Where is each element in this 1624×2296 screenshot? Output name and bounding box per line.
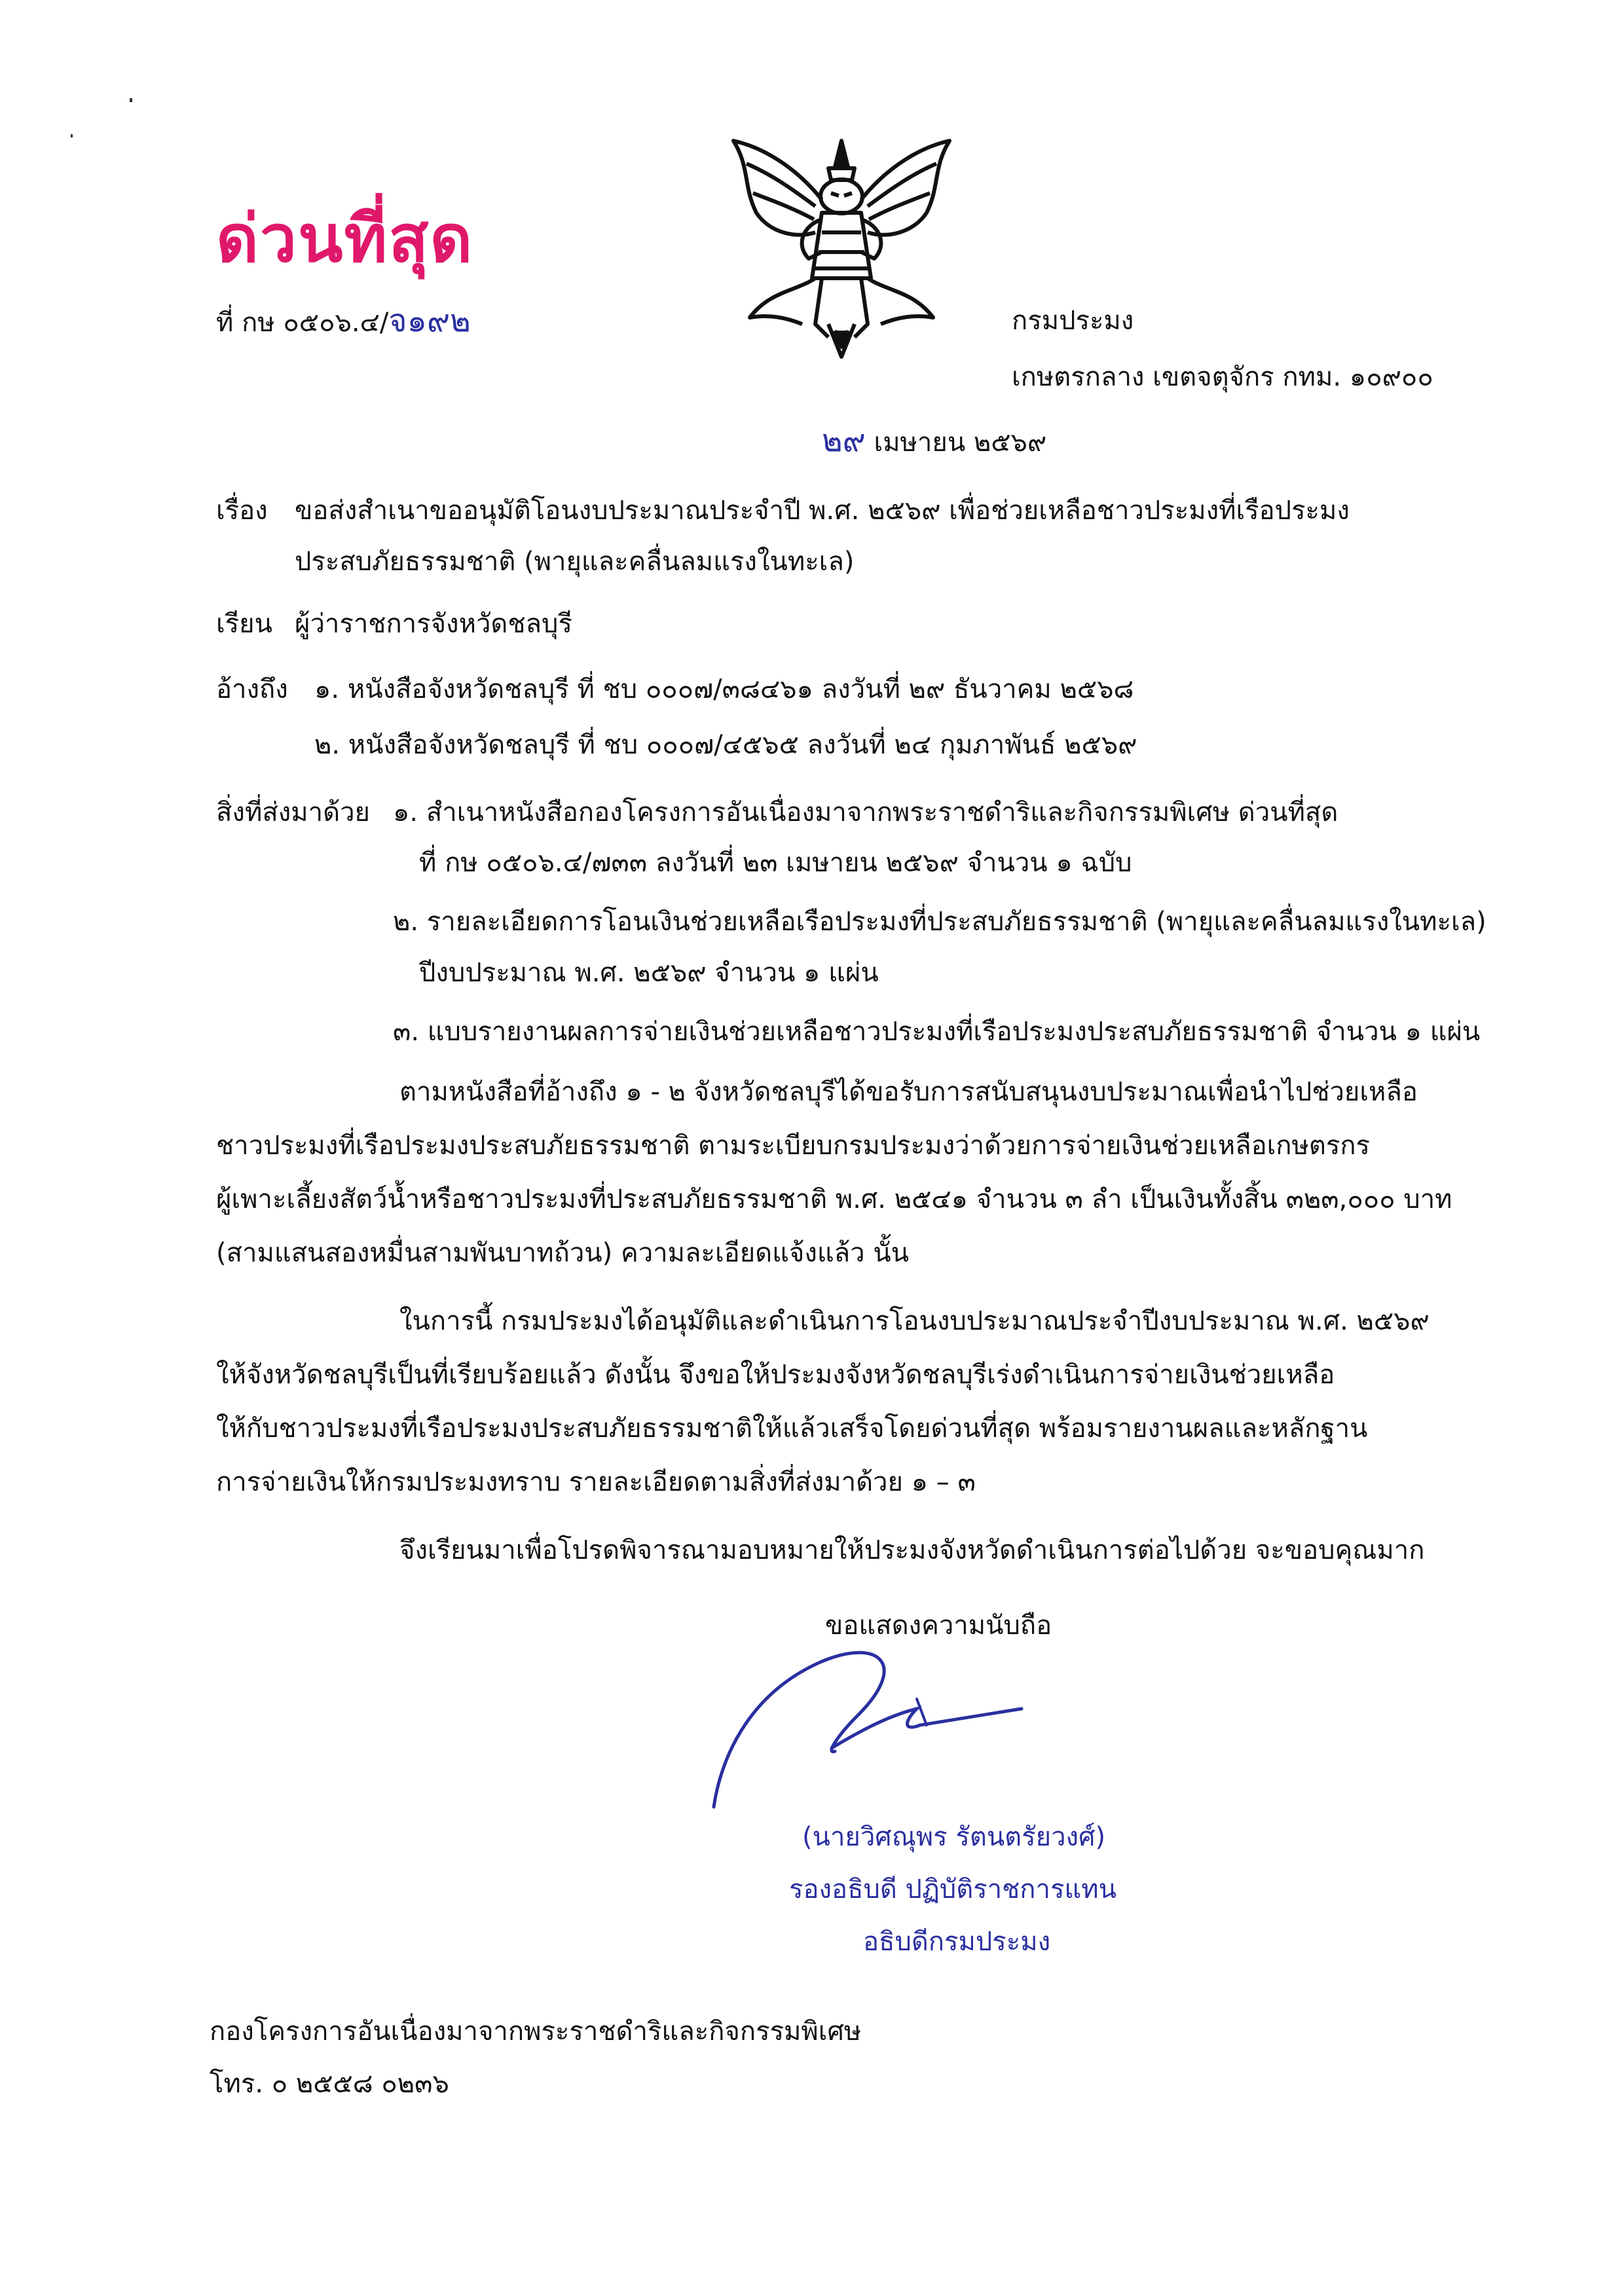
garuda-emblem-icon bbox=[724, 128, 959, 363]
date-day-handwritten: ๒๙ bbox=[822, 422, 866, 459]
body-para-2-line-2: ให้จังหวัดชลบุรีเป็นที่เรียบร้อยแล้ว ดังนั้น จึงขอให้ประมงจังหวัดชลบุรีเร่งดำเนินการจ่ายเงินช่วยเหลือ bbox=[216, 1360, 1335, 1390]
footer-phone: โทร. ๐ ๒๕๕๘ ๐๒๓๖ bbox=[210, 2069, 449, 2099]
signatory-name: (นายวิศณุพร รัตนตรัยวงศ์) bbox=[802, 1822, 1106, 1852]
reference-item-2: ๒. หนังสือจังหวัดชลบุรี ที่ ชบ ๐๐๐๗/๔๕๖๕ ลงวันที่ ๒๔ กุมภาพันธ์ ๒๕๖๙ bbox=[314, 730, 1137, 760]
reference-item-1: ๑. หนังสือจังหวัดชลบุรี ที่ ชบ ๐๐๐๗/๓๘๔๖๑ ลงวันที่ ๒๙ ธันวาคม ๒๕๖๘ bbox=[314, 674, 1134, 704]
handwritten-signature bbox=[694, 1617, 1061, 1813]
body-para-2-line-1: ในการนี้ กรมประมงได้อนุมัติและดำเนินการโอนงบประมาณประจำปีงบประมาณ พ.ศ. ๒๕๖๙ bbox=[399, 1306, 1430, 1336]
closing: ขอแสดงความนับถือ bbox=[825, 1611, 1052, 1641]
scan-speck bbox=[130, 98, 132, 102]
subject-label: เรื่อง bbox=[216, 496, 268, 526]
body-para-1-line-1: ตามหนังสือที่อ้างถึง ๑ - ๒ จังหวัดชลบุรีได้ขอรับการสนับสนุนงบประมาณเพื่อนำไปช่วยเหลือ bbox=[399, 1077, 1418, 1107]
scan-speck bbox=[71, 134, 73, 137]
urgency-stamp: ด่วนที่สุด bbox=[216, 200, 474, 277]
letter-date bbox=[822, 422, 1046, 461]
subject-line-2: ประสบภัยธรรมชาติ (พายุและคลื่นลมแรงในทะเล) bbox=[295, 547, 855, 577]
enclosure-item-2-line-2: ปีงบประมาณ พ.ศ. ๒๕๖๙ จำนวน ๑ แผ่น bbox=[419, 958, 879, 988]
enclosures-label: สิ่งที่ส่งมาด้วย bbox=[216, 797, 370, 828]
enclosure-item-1-line-1: ๑. สำเนาหนังสือกองโครงการอันเนื่องมาจากพระราชดำริและกิจกรรมพิเศษ ด่วนที่สุด bbox=[393, 797, 1338, 828]
office-name: กรมประมง bbox=[1012, 306, 1134, 336]
references-label: อ้างถึง bbox=[216, 674, 288, 704]
signatory-position-2: อธิบดีกรมประมง bbox=[863, 1927, 1051, 1957]
body-para-1-line-2: ชาวประมงที่เรือประมงประสบภัยธรรมชาติ ตามระเบียบกรมประมงว่าด้วยการจ่ายเงินช่วยเหลือเกษตรกร bbox=[216, 1131, 1371, 1161]
body-para-1-line-4: (สามแสนสองหมื่นสามพันบาทถ้วน) ความละเอียดแจ้งแล้ว นั้น bbox=[216, 1238, 910, 1268]
enclosure-item-2-line-1: ๒. รายละเอียดการโอนเงินช่วยเหลือเรือประมงที่ประสบภัยธรรมชาติ (พายุและคลื่นลมแรงในทะเล) bbox=[393, 907, 1486, 937]
to-label: เรียน bbox=[216, 609, 272, 639]
body-para-3: จึงเรียนมาเพื่อโปรดพิจารณามอบหมายให้ประมงจังหวัดดำเนินการต่อไปด้วย จะขอบคุณมาก bbox=[399, 1535, 1425, 1565]
document-number bbox=[216, 302, 471, 341]
enclosure-item-1-line-2: ที่ กษ ๐๕๐๖.๔/๗๓๓ ลงวันที่ ๒๓ เมษายน ๒๕๖๙ จำนวน ๑ ฉบับ bbox=[419, 848, 1132, 878]
date-month-year: เมษายน ๒๕๖๙ bbox=[874, 428, 1047, 458]
signatory-position-1: รองอธิบดี ปฏิบัติราชการแทน bbox=[789, 1874, 1116, 1904]
document-number-handwritten: จ๑๙๒ bbox=[388, 302, 471, 339]
body-para-2-line-3: ให้กับชาวประมงที่เรือประมงประสบภัยธรรมชาติให้แล้วเสร็จโดยด่วนที่สุด พร้อมรายงานผลและหลักฐาน bbox=[216, 1413, 1368, 1444]
enclosure-item-3-line-1: ๓. แบบรายงานผลการจ่ายเงินช่วยเหลือชาวประมงที่เรือประมงประสบภัยธรรมชาติ จำนวน ๑ แผ่น bbox=[393, 1017, 1481, 1047]
body-para-2-line-4: การจ่ายเงินให้กรมประมงทราบ รายละเอียดตามสิ่งที่ส่งมาด้วย ๑ – ๓ bbox=[216, 1467, 976, 1497]
to-value: ผู้ว่าราชการจังหวัดชลบุรี bbox=[295, 609, 572, 639]
subject-line-1: ขอส่งสำเนาขออนุมัติโอนงบประมาณประจำปี พ.ศ. ๒๕๖๙ เพื่อช่วยเหลือชาวประมงที่เรือประมง bbox=[295, 496, 1350, 526]
office-address: เกษตรกลาง เขตจตุจักร กทม. ๑๐๙๐๐ bbox=[1012, 362, 1433, 392]
document-number-prefix: ที่ กษ ๐๕๐๖.๔/ bbox=[216, 308, 389, 338]
footer-division: กองโครงการอันเนื่องมาจากพระราชดำริและกิจกรรมพิเศษ bbox=[210, 2016, 862, 2047]
body-para-1-line-3: ผู้เพาะเลี้ยงสัตว์น้ำหรือชาวประมงที่ประสบภัยธรรมชาติ พ.ศ. ๒๕๔๑ จำนวน ๓ ลำ เป็นเงินทั้งสิ้น ๓๒๓,๐๐๐ บาท bbox=[216, 1184, 1452, 1214]
